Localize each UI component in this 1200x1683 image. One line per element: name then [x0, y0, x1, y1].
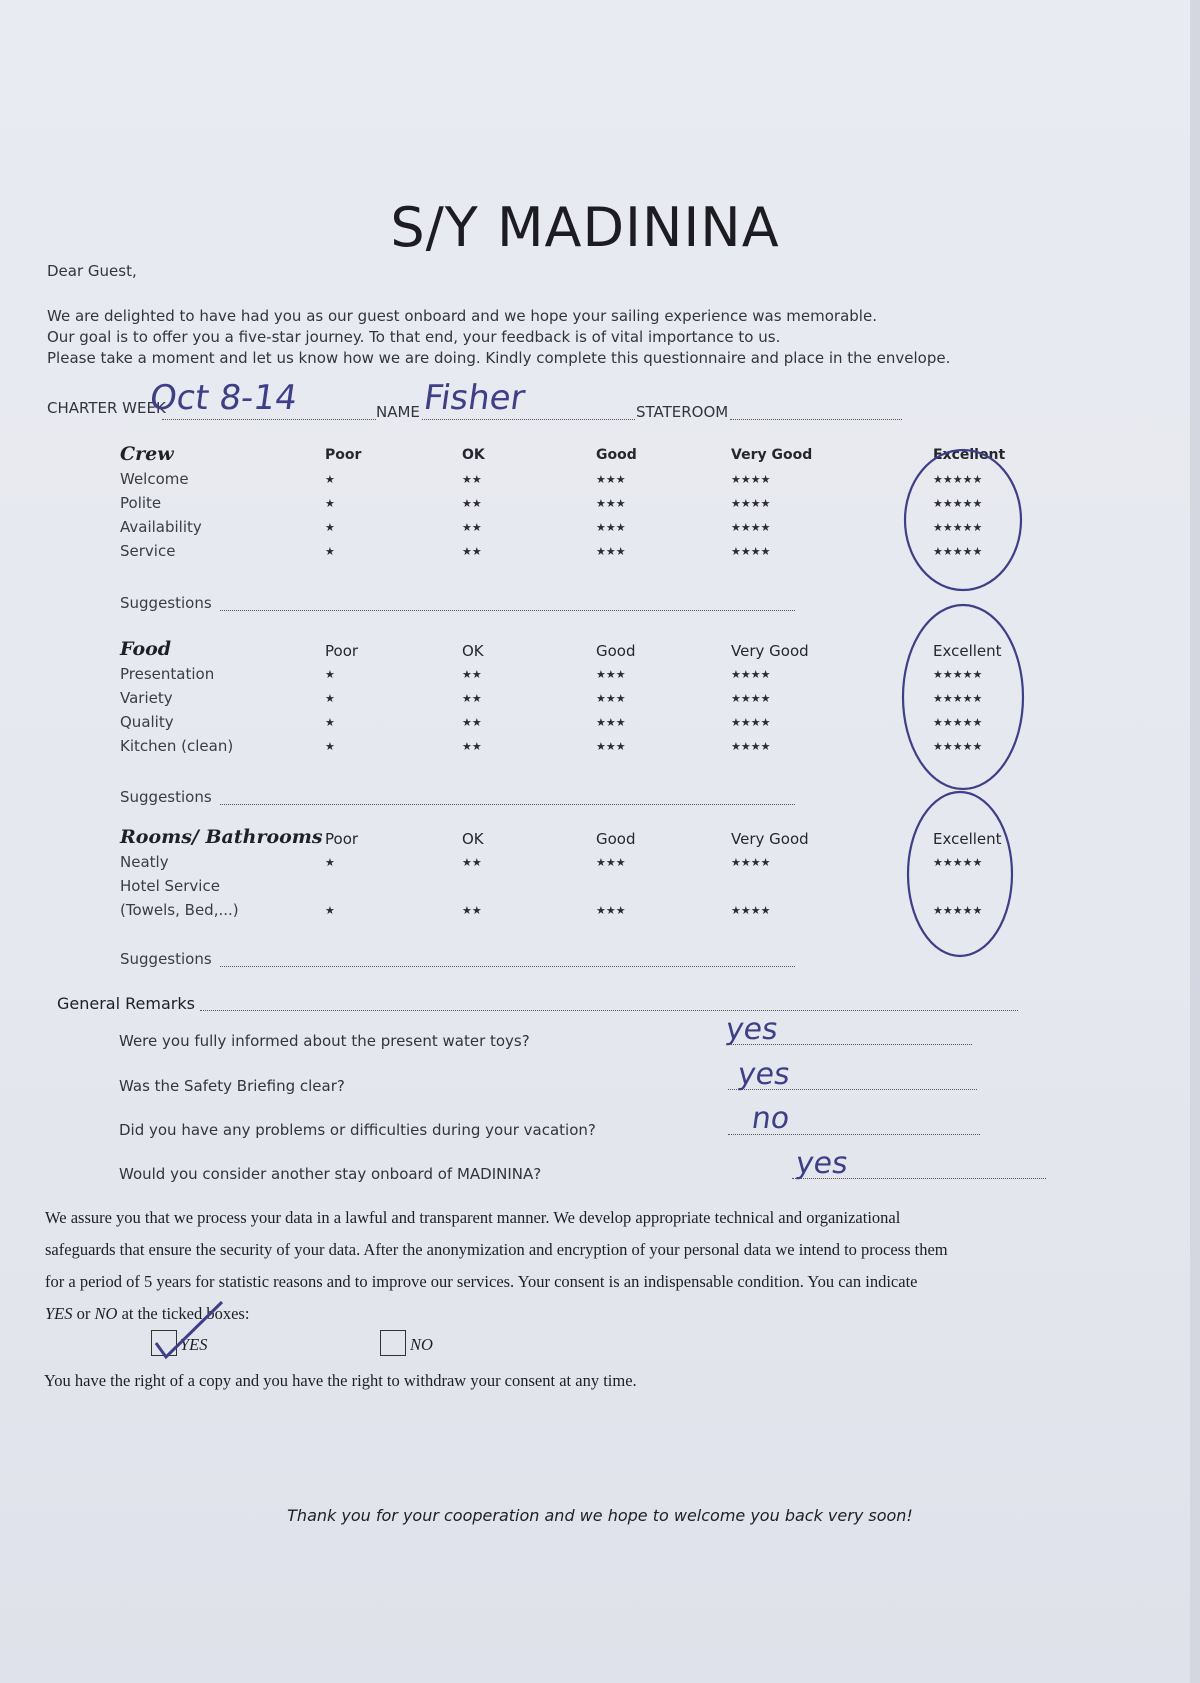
question-2: Was the Safety Briefing clear? — [119, 1077, 345, 1095]
name-line[interactable] — [422, 419, 635, 420]
rating-option-very-good[interactable]: ★★★★ — [731, 904, 771, 917]
rating-option-ok[interactable]: ★★ — [462, 668, 482, 681]
column-header-ok: OK — [462, 830, 484, 848]
stateroom-label: STATEROOM — [636, 403, 729, 421]
question-3: Did you have any problems or difficulties during your vacation? — [119, 1121, 596, 1139]
rating-option-poor[interactable]: ★ — [325, 692, 335, 705]
rating-option-excellent[interactable]: ★★★★★ — [933, 716, 983, 729]
question-4: Would you consider another stay onboard of MADININA? — [119, 1165, 542, 1183]
privacy-line-4 — [45, 1304, 249, 1324]
rating-option-ok[interactable]: ★★ — [462, 473, 482, 486]
rating-option-excellent[interactable]: ★★★★★ — [933, 904, 983, 917]
intro-line-3: Please take a moment and let us know how we are doing. Kindly complete this questionnaire and place in the envelope. — [47, 349, 951, 367]
rating-option-poor[interactable]: ★ — [325, 545, 335, 558]
column-header-very-good: Very Good — [731, 830, 809, 848]
rating-row-label: Availability — [120, 518, 202, 536]
rating-option-very-good[interactable]: ★★★★ — [731, 856, 771, 869]
rating-row-label: Presentation — [120, 665, 215, 683]
suggestions-label: Suggestions — [120, 788, 212, 806]
answer-1[interactable]: yes — [723, 1012, 781, 1047]
page-edge-shadow — [1190, 0, 1200, 1683]
rating-row-label: Service — [120, 542, 176, 560]
column-header-ok: OK — [462, 642, 484, 660]
privacy-line-3: for a period of 5 years for statistic reasons and to improve our services. Your consent is an indispensable condition. You can indicate — [45, 1272, 918, 1291]
rating-option-good[interactable]: ★★★ — [596, 521, 626, 534]
rating-option-excellent[interactable]: ★★★★★ — [933, 668, 983, 681]
stateroom-line[interactable] — [730, 419, 902, 420]
column-header-poor: Poor — [325, 642, 359, 660]
rating-option-very-good[interactable]: ★★★★ — [731, 692, 771, 705]
column-header-excellent: Excellent — [933, 642, 1002, 660]
column-header-excellent: Excellent — [933, 830, 1002, 848]
rating-option-ok[interactable]: ★★ — [462, 497, 482, 510]
privacy-line-4-rest: at the ticked boxes: — [121, 1304, 250, 1323]
crew-excellent-circle — [905, 450, 1021, 590]
closing-text: Thank you for your cooperation and we hope to welcome you back very soon! — [287, 1506, 913, 1525]
name-label: NAME — [376, 403, 420, 421]
rating-row-label: Kitchen (clean) — [120, 737, 234, 755]
answer-3[interactable]: no — [749, 1101, 792, 1136]
rating-row-label: Neatly — [120, 853, 169, 871]
consent-yes-checkbox[interactable] — [151, 1330, 177, 1356]
rating-option-excellent[interactable]: ★★★★★ — [933, 497, 983, 510]
rating-option-ok[interactable]: ★★ — [462, 692, 482, 705]
privacy-yes-word: YES — [45, 1304, 73, 1323]
column-header-poor: Poor — [325, 447, 362, 463]
intro-line-2: Our goal is to offer you a five-star journey. To that end, your feedback is of vital importance to us. — [47, 328, 781, 346]
rating-option-excellent[interactable]: ★★★★★ — [933, 545, 983, 558]
column-header-good: Good — [596, 447, 637, 463]
rating-option-good[interactable]: ★★★ — [596, 545, 626, 558]
rating-option-poor[interactable]: ★ — [325, 668, 335, 681]
suggestions-input-line[interactable] — [220, 804, 795, 805]
charter-week-label: CHARTER WEEK — [47, 399, 166, 417]
general-remarks-line[interactable] — [200, 1010, 1018, 1011]
consent-no-checkbox[interactable] — [380, 1330, 406, 1356]
consent-yes-label: YES — [180, 1335, 208, 1354]
privacy-or-word: or — [76, 1304, 91, 1323]
rating-option-good[interactable]: ★★★ — [596, 473, 626, 486]
rating-option-poor[interactable]: ★ — [325, 740, 335, 753]
rating-option-ok[interactable]: ★★ — [462, 716, 482, 729]
rating-option-excellent[interactable]: ★★★★★ — [933, 740, 983, 753]
privacy-line-2: safeguards that ensure the security of your data. After the anonymization and encryption of your personal data we intend to process them — [45, 1240, 948, 1259]
consent-no-label: NO — [410, 1335, 433, 1354]
rating-option-very-good[interactable]: ★★★★ — [731, 497, 771, 510]
rating-option-good[interactable]: ★★★ — [596, 904, 626, 917]
rating-option-good[interactable]: ★★★ — [596, 716, 626, 729]
rating-option-poor[interactable]: ★ — [325, 856, 335, 869]
rating-option-ok[interactable]: ★★ — [462, 904, 482, 917]
rating-option-ok[interactable]: ★★ — [462, 740, 482, 753]
rights-text: You have the right of a copy and you have the right to withdraw your consent at any time. — [44, 1371, 637, 1390]
suggestions-label: Suggestions — [120, 950, 212, 968]
rating-option-very-good[interactable]: ★★★★ — [731, 740, 771, 753]
rating-option-very-good[interactable]: ★★★★ — [731, 473, 771, 486]
rating-option-poor[interactable]: ★ — [325, 497, 335, 510]
section-title-0: Crew — [120, 443, 174, 465]
question-1: Were you fully informed about the present water toys? — [119, 1032, 530, 1050]
intro-line-1: We are delighted to have had you as our guest onboard and we hope your sailing experience was memorable. — [47, 307, 877, 325]
suggestions-input-line[interactable] — [220, 610, 795, 611]
rating-row-label: Hotel Service — [120, 877, 220, 895]
answer-2[interactable]: yes — [735, 1057, 793, 1092]
rating-option-poor[interactable]: ★ — [325, 521, 335, 534]
column-header-ok: OK — [462, 447, 485, 463]
rating-option-good[interactable]: ★★★ — [596, 668, 626, 681]
section-title-2: Rooms/ Bathrooms — [120, 826, 323, 848]
column-header-very-good: Very Good — [731, 447, 813, 463]
rating-option-good[interactable]: ★★★ — [596, 497, 626, 510]
rating-option-very-good[interactable]: ★★★★ — [731, 521, 771, 534]
column-header-poor: Poor — [325, 830, 359, 848]
page-title: S/Y MADININA — [390, 196, 780, 259]
rating-option-excellent[interactable]: ★★★★★ — [933, 692, 983, 705]
suggestions-input-line[interactable] — [220, 966, 795, 967]
rating-option-excellent[interactable]: ★★★★★ — [933, 856, 983, 869]
rating-option-very-good[interactable]: ★★★★ — [731, 716, 771, 729]
rating-row-label: Variety — [120, 689, 173, 707]
rating-row-label: Quality — [120, 713, 174, 731]
rating-option-poor[interactable]: ★ — [325, 473, 335, 486]
privacy-line-1: We assure you that we process your data in a lawful and transparent manner. We develop appropriate technical and organizational — [45, 1208, 901, 1227]
rating-option-poor[interactable]: ★ — [325, 716, 335, 729]
rating-row-label: (Towels, Bed,...) — [120, 901, 239, 919]
rating-option-ok[interactable]: ★★ — [462, 521, 482, 534]
rating-option-good[interactable]: ★★★ — [596, 692, 626, 705]
charter-week-value[interactable]: Oct 8-14 — [147, 378, 300, 418]
rating-row-label: Polite — [120, 494, 162, 512]
column-header-good: Good — [596, 830, 636, 848]
rating-option-ok[interactable]: ★★ — [462, 545, 482, 558]
rating-row-label: Welcome — [120, 470, 189, 488]
rooms-excellent-circle — [908, 792, 1012, 956]
rating-option-very-good[interactable]: ★★★★ — [731, 545, 771, 558]
rating-option-ok[interactable]: ★★ — [462, 856, 482, 869]
suggestions-label: Suggestions — [120, 594, 212, 612]
column-header-excellent: Excellent — [933, 447, 1006, 463]
rating-option-poor[interactable]: ★ — [325, 904, 335, 917]
rating-option-excellent[interactable]: ★★★★★ — [933, 473, 983, 486]
privacy-no-word: NO — [94, 1304, 118, 1323]
rating-option-good[interactable]: ★★★ — [596, 740, 626, 753]
column-header-very-good: Very Good — [731, 642, 809, 660]
name-value[interactable]: Fisher — [421, 378, 528, 418]
rating-option-very-good[interactable]: ★★★★ — [731, 668, 771, 681]
greeting: Dear Guest, — [47, 262, 137, 280]
answer-4[interactable]: yes — [793, 1146, 851, 1181]
charter-week-line[interactable] — [162, 419, 376, 420]
rating-option-excellent[interactable]: ★★★★★ — [933, 521, 983, 534]
rating-option-good[interactable]: ★★★ — [596, 856, 626, 869]
column-header-good: Good — [596, 642, 636, 660]
section-title-1: Food — [120, 638, 172, 660]
general-remarks-label: General Remarks — [57, 994, 195, 1013]
